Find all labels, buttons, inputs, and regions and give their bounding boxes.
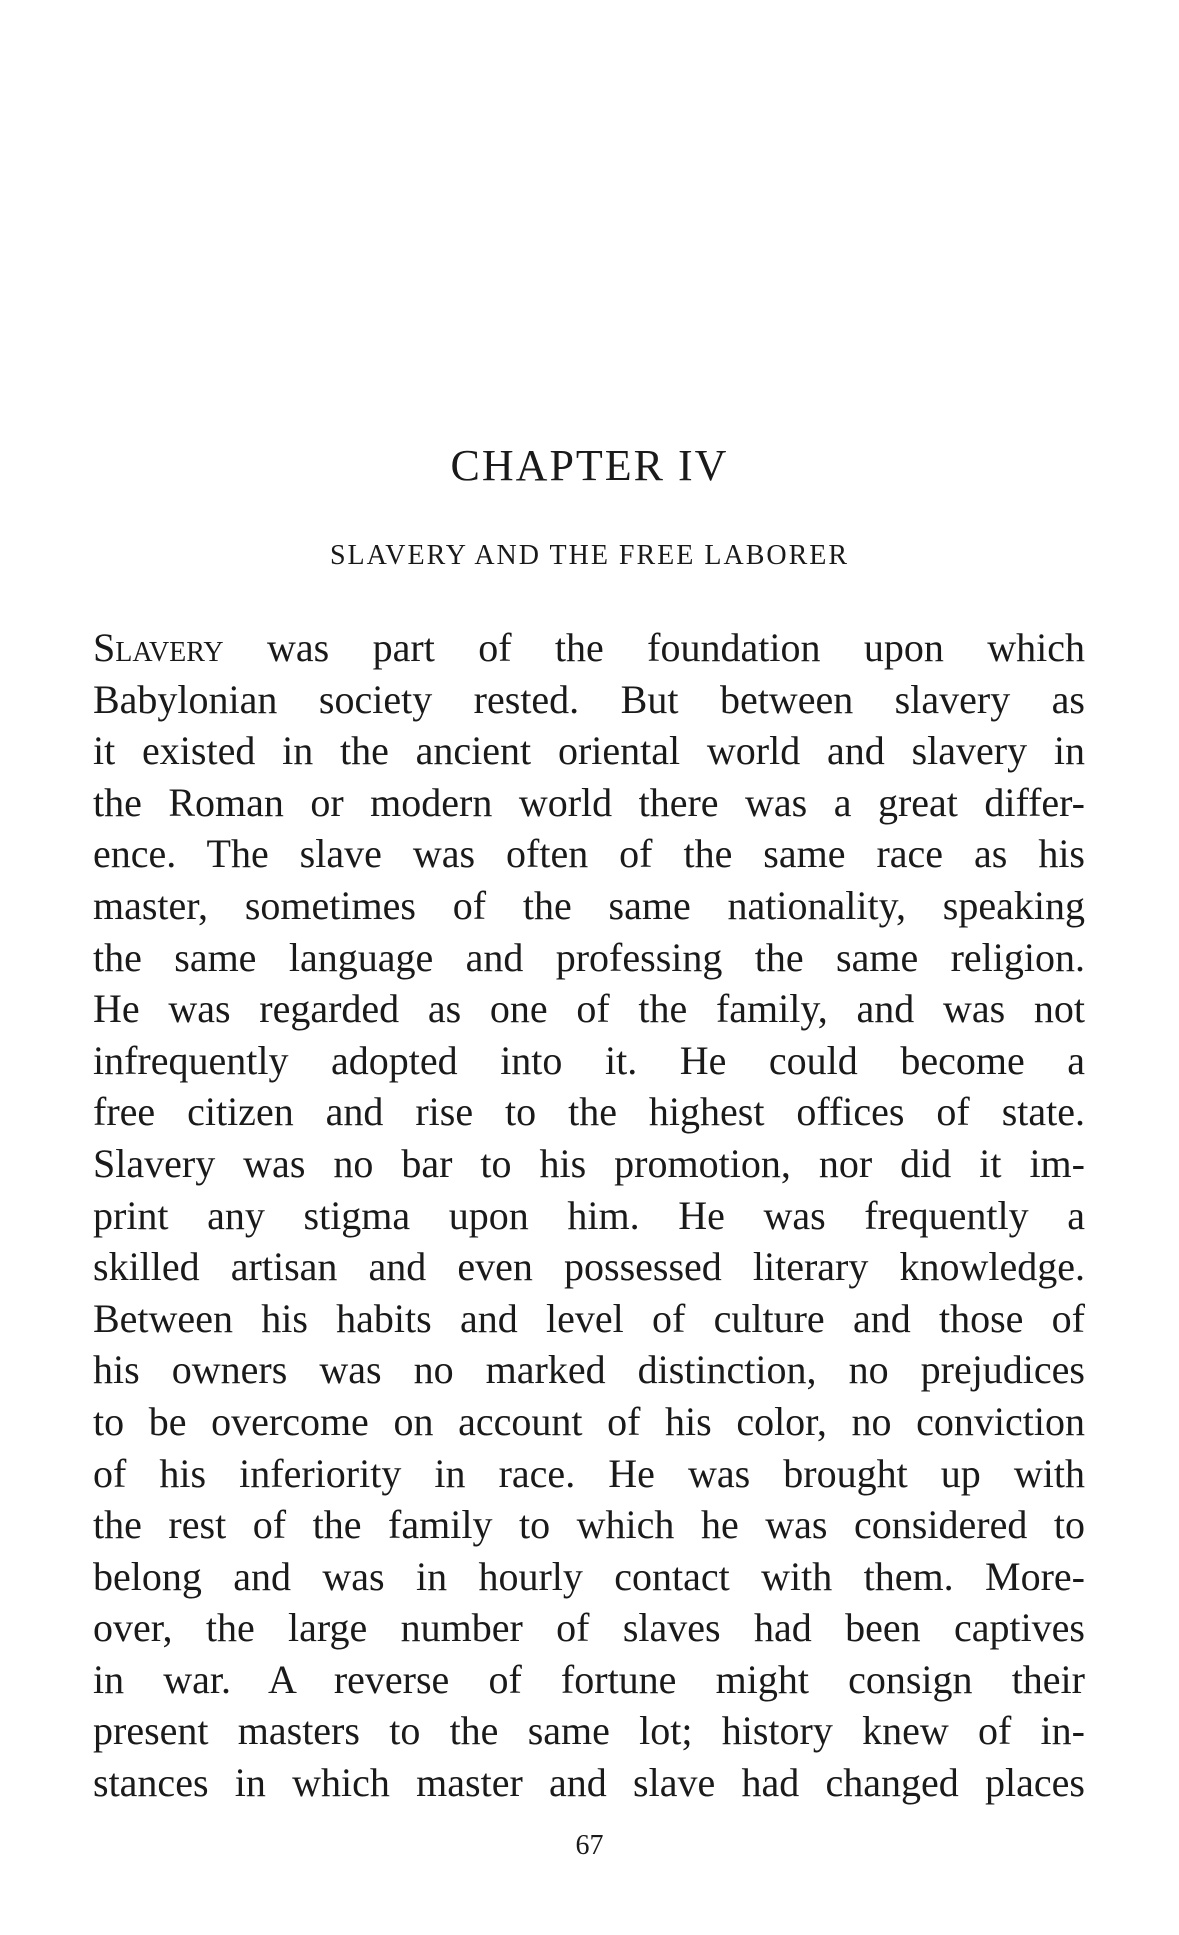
body-text xyxy=(93,622,1085,1809)
text-line: it existed in the ancient oriental world and slavery in xyxy=(93,728,1085,774)
text-line: Between his habits and level of culture and those of xyxy=(93,1295,1085,1341)
text-line: free citizen and rise to the highest offices of state. xyxy=(93,1089,1085,1135)
first-word: Slavery xyxy=(93,625,224,670)
text-line: master, sometimes of the same nationality, speaking xyxy=(93,882,1085,928)
text-line: to be overcome on account of his color, no conviction xyxy=(93,1398,1085,1444)
text-line: in war. A reverse of fortune might consign their xyxy=(93,1656,1085,1702)
text-line: Slavery was no bar to his promotion, nor did it im- xyxy=(93,1140,1085,1186)
text-line: present masters to the same lot; history knew of in- xyxy=(93,1708,1085,1754)
text-line: infrequently adopted into it. He could become a xyxy=(93,1037,1085,1083)
text-line: He was regarded as one of the family, and was not xyxy=(93,986,1085,1032)
text-line: his owners was no marked distinction, no prejudices xyxy=(93,1347,1085,1393)
text-line: the rest of the family to which he was considered to xyxy=(93,1502,1085,1548)
text-line xyxy=(93,622,1085,674)
text-line: ence. The slave was often of the same race as his xyxy=(93,831,1085,877)
chapter-subtitle: SLAVERY AND THE FREE LABORER xyxy=(329,540,850,571)
text-line: skilled artisan and even possessed literary knowledge. xyxy=(93,1244,1085,1290)
text-line: the same language and professing the same religion. xyxy=(93,934,1085,980)
text-line: the Roman or modern world there was a great differ- xyxy=(93,779,1085,825)
text-line: of his inferiority in race. He was brought up with xyxy=(93,1450,1085,1496)
text-line: over, the large number of slaves had been captives xyxy=(93,1605,1085,1651)
text-line: stances in which master and slave had changed places xyxy=(93,1760,1085,1806)
text-line-content: was part of the foundation upon which xyxy=(223,625,1085,670)
text-line: Babylonian society rested. But between slavery as xyxy=(93,676,1085,722)
page-number: 67 xyxy=(575,1830,604,1861)
chapter-title: CHAPTER IV xyxy=(450,441,729,490)
text-line: belong and was in hourly contact with them. More- xyxy=(93,1553,1085,1599)
text-line: print any stigma upon him. He was frequently a xyxy=(93,1192,1085,1238)
